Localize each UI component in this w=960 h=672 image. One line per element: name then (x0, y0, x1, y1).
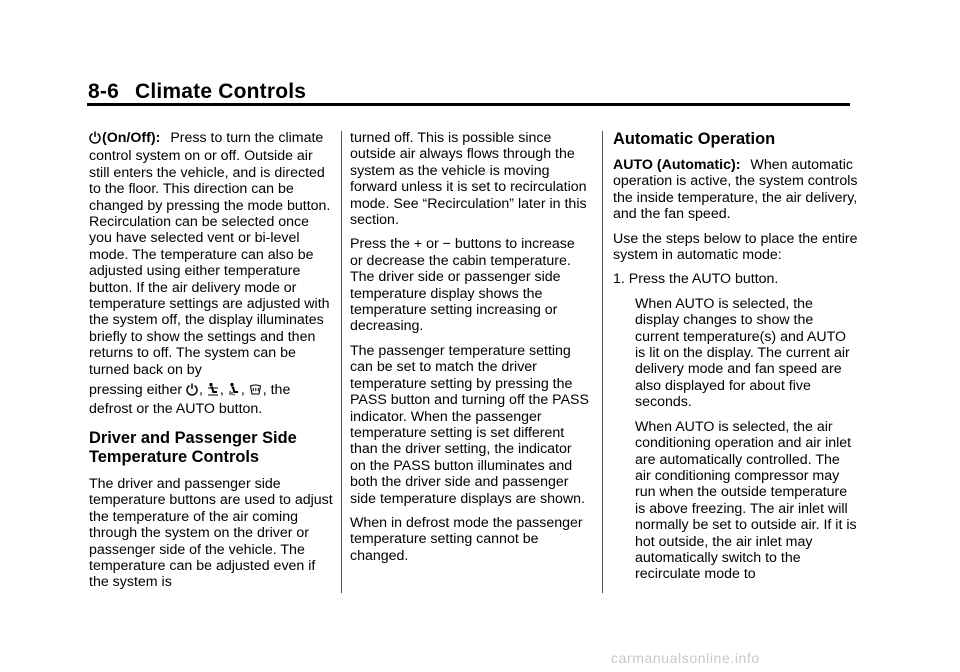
step-1 (613, 271, 859, 287)
onoff-label: (On/Off): (102, 130, 161, 146)
pressing-prefix: pressing either (89, 382, 183, 399)
section-heading: Automatic Operation (613, 130, 776, 148)
steps-intro: Use the steps below to place the entire system in automatic mode: (613, 230, 858, 264)
power-icon (89, 131, 101, 148)
section-title: Climate Controls (134, 80, 307, 103)
step-1-detail: When AUTO is selected, the display changes to show the current temperature(s) and AUTO is lit on the display. The current air delivery mode and fan speed are also displayed for about five seconds. (635, 295, 850, 411)
auto-label: AUTO (Automatic): (613, 157, 741, 173)
paragraph: The driver and passenger side temperature buttons are used to adjust the temperature of the air coming through the system on the driver or passenger side of the vehicle. The temperature can be adjusted even if the system is (89, 475, 333, 591)
header-rule (87, 103, 850, 106)
step-number: 1. (613, 271, 625, 288)
watermark: carmanualsonline.info (611, 650, 760, 666)
separator: , (219, 382, 224, 399)
column-divider-left (341, 131, 342, 593)
separator: , (240, 382, 245, 399)
column-1 (89, 130, 335, 599)
vent-mode-icon (207, 382, 219, 400)
paragraph: Press the + or − buttons to increase or decrease the cabin temperature. The driver side or passenger side temperature display shows the temperature setting increasing or decreasing. (350, 236, 575, 335)
auto-text: When automatic operation is active, the system controls the inside temperature, the air delivery, and the fan speed. (613, 157, 858, 223)
paragraph: When in defrost mode the passenger temperature setting cannot be changed. (350, 514, 583, 564)
column-3 (613, 130, 859, 591)
power-icon (186, 383, 198, 400)
page-number: 8-6 (88, 80, 119, 103)
pressing-end: defrost or the AUTO button. (89, 400, 263, 417)
page-header (88, 80, 306, 104)
separator: , (199, 382, 203, 399)
step-1-detail: When AUTO is selected, the air conditioning operation and air inlet are automatically controlled. The air conditioning compressor may run when the outside temperature is above freezing. The air inlet will normally be set to outside air. If it is hot outside, the air inlet may automatically switch to the recirculate mode to (635, 418, 857, 583)
paragraph: turned off. This is possible since outside air always flows through the system as the vehicle is moving forward unless it is set to recirculation mode. See “Recirculation” later in this section. (350, 130, 587, 229)
column-2 (350, 130, 590, 572)
floor-mode-icon (228, 382, 240, 400)
section-heading: Driver and Passenger Side Temperature Controls (89, 428, 297, 466)
pressing-suffix: , the (262, 382, 291, 399)
auto-paragraph (613, 157, 859, 223)
onoff-paragraph (89, 130, 335, 417)
defog-mode-icon (249, 383, 262, 400)
column-divider-right (602, 131, 603, 593)
paragraph: The passenger temperature setting can be set to match the driver temperature setting by pressing the PASS button and turning off the PASS indicator. When the passenger temperature setting is set different than the driver setting, the indicator on the PASS button illuminates and both the driver side and passenger side temperature displays are shown. (350, 342, 589, 507)
step-text: Press the AUTO button. (628, 271, 779, 288)
onoff-text: Press to turn the climate control system on or off. Outside air still enters the vehicle, and is directed to the floor. This direction can be changed by pressing the mode button. Recirculation can be selected once you have selected vent or bi-level mode. The temperature can also be adjusted using either temperature button. If the air delivery mode or temperature settings are adjusted with the system off, the display illuminates briefly to show the settings and then returns to off. The system can be turned back on by (89, 130, 331, 378)
